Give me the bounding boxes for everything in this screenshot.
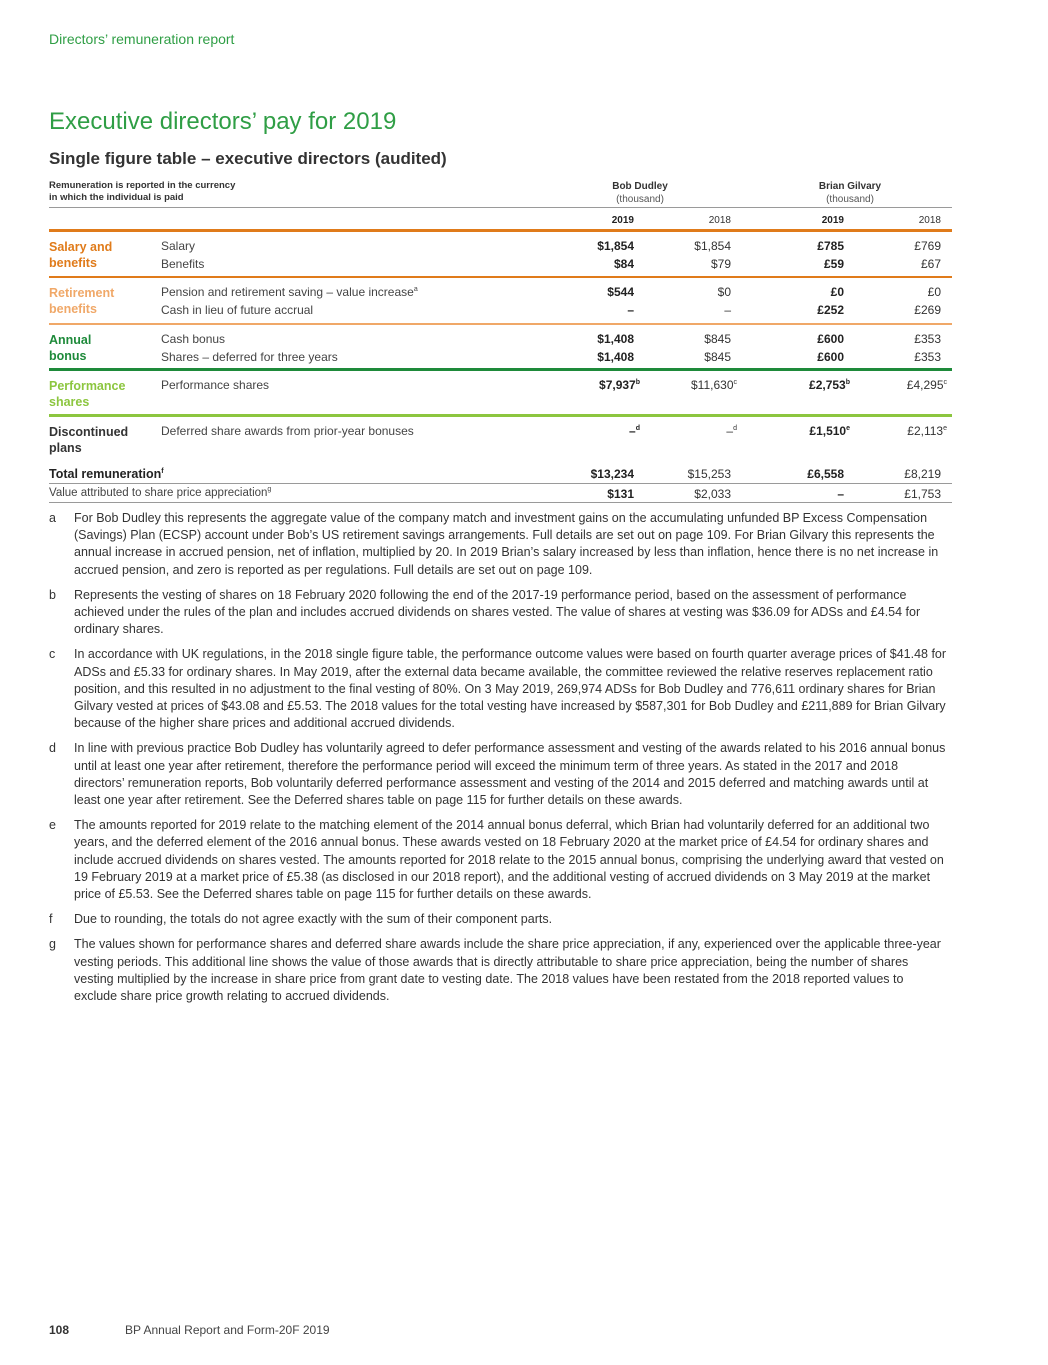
table-row: Performance shares $7,937$^b$ $11,630$^c$ £2,753$^b$ £4,295$^c$ xyxy=(161,378,947,392)
footnote-b: b Represents the vesting of shares on 18 February 2020 following the end of the 2017-19 performance period, based on the assessment of performance achieved under the rules of the plan and includes accrued dividends on shares vested. The value of shares at vesting was $36.09 for ADSs and £4.54 for ordinary shares. xyxy=(49,587,921,637)
table-row: Shares – deferred for three years $1,408 $845 £600 £353 xyxy=(161,350,941,364)
publication-title: BP Annual Report and Form-20F 2019 xyxy=(125,1323,330,1337)
table-row: Benefits $84 $79 £59 £67 xyxy=(161,257,941,271)
year-header-row xyxy=(49,208,952,232)
page-number: 108 xyxy=(49,1323,70,1337)
group-annual-bonus xyxy=(49,325,952,371)
year-col-3: 2019 xyxy=(821,215,844,226)
footnote-g: g The values shown for performance shares and deferred share awards include the share price appreciation, if any, experienced over the applicable three-year vesting periods. This additional line shows the value of those awards that is directly attributable to share price appreciation, being the number of shares vesting multiplied by the increase in share price from grant date to vesting date. The 2018 values have been restated from the 2018 reported values to exclude share price growth relating to accrued dividends. xyxy=(49,937,941,1004)
year-col-1: 2019 xyxy=(611,215,634,226)
single-figure-table xyxy=(49,180,952,503)
share-price-appreciation-row: Value attributed to share price appreciation$^g$ $131 $2,033 – £1,753 xyxy=(49,484,952,503)
table-row: Salary $1,854 $1,854 £785 £769 xyxy=(161,239,941,253)
group-label: Discontinued plans xyxy=(49,425,129,455)
year-col-4: 2018 xyxy=(918,215,941,226)
footnote-a: a For Bob Dudley this represents the aggregate value of the company match and investment gains on the accumulating unfunded BP Excess Compensation (Savings) Plan (ECSP) account under Bob’s US retirement savings arrangements. Full details are set out on page 109. For Brian Gilvary this represents the annual increase in accrued pension, net of inflation, multiplied by 20. In 2019 Brian’s salary increased by less than inflation, hence there is no net increase in accrued pension, and zero is reported as per regulations. Full details are set out on page 109. xyxy=(49,511,939,577)
page-title: Executive directors’ pay for 2019 xyxy=(49,108,397,135)
footnote-f: f Due to rounding, the totals do not agree exactly with the sum of their component parts. xyxy=(49,912,553,927)
page-subtitle: Single figure table – executive directors (audited) xyxy=(49,149,447,168)
table-row: Pension and retirement saving – value increase$^a$ $544 $0 £0 £0 xyxy=(161,285,941,299)
footnote-e: e The amounts reported for 2019 relate to the matching element of the 2014 annual bonus deferral, which Brian had voluntarily deferred for an additional two years, and the deferred element of the 2016 annual bonus. These awards vested on 18 February 2020 at the market price of £4.54 for ordinary shares and include accrued dividends on shares vested. The amounts reported for 2018 relate to the 2015 annual bonus, comprising the underlying award that vested on 19 February 2019 at a market price of £5.38 (as disclosed in our 2018 report), and the additional vesting of accrued dividends on 3 May 2019 at the market price of £5.53. See the Deferred shares table on page 115 for further details on these awards. xyxy=(49,818,944,902)
running-head: Directors’ remuneration report xyxy=(49,31,235,47)
footnote-c: c In accordance with UK regulations, in the 2018 single figure table, the performance outcome values were based on fourth quarter average prices of $41.48 for ADSs and £5.33 for ordinary shares. In May 2019, after the external data became available, the committee reviewed the relative reserves replacement ratio position, and this resulted in no adjustment to the final vesting of 80%. On 3 May 2019, 269,974 ADSs for Bob Dudley and 776,611 ordinary shares for Brian Gilvary vested at prices of $43.08 and £5.53. The 2018 values for the total vesting have increased by $587,301 for Bob Dudley and £211,889 for Brian Gilvary because of the higher share prices and additional accrued dividends. xyxy=(49,647,947,731)
group-retirement-benefits xyxy=(49,278,952,325)
group-label: Salary and benefits xyxy=(49,240,113,270)
group-salary-benefits xyxy=(49,232,952,278)
group-discontinued-plans xyxy=(49,417,952,464)
total-remuneration-row: Total remuneration$^f$ $13,234 $15,253 £6,558 £8,219 xyxy=(49,464,952,484)
group-label: Annual bonus xyxy=(49,333,92,363)
table-row: Deferred share awards from prior-year bonuses –$^d$ –$^d$ £1,510e £2,113e xyxy=(161,424,947,438)
group-label: Retirement benefits xyxy=(49,286,115,316)
person-header-bob-dudley: Bob Dudley (thousand) xyxy=(612,181,668,205)
group-performance-shares xyxy=(49,371,952,417)
table-header xyxy=(49,180,952,208)
footnotes xyxy=(49,510,949,1013)
table-row: Cash bonus $1,408 $845 £600 £353 xyxy=(161,332,941,346)
year-col-2: 2018 xyxy=(708,215,731,226)
footnote-d: d In line with previous practice Bob Dudley has voluntarily agreed to defer performance assessment and vesting of the awards related to his 2016 annual bonus until at least one year after retirement, therefore the performance period will exceed the minimum term of three years. As stated in the 2017 and 2018 directors’ remuneration reports, Bob voluntarily deferred performance assessment and vesting of the 2014 and 2015 deferred and matching awards until at least one year after retirement. See the Deferred shares table on page 115 for further details on these awards. xyxy=(49,741,946,808)
group-label: Performance shares xyxy=(49,379,126,409)
table-caption: Remuneration is reported in the currency in which the individual is paid xyxy=(49,180,236,203)
person-header-brian-gilvary: Brian Gilvary (thousand) xyxy=(818,181,882,205)
table-row: Cash in lieu of future accrual – – £252 £269 xyxy=(161,303,941,317)
